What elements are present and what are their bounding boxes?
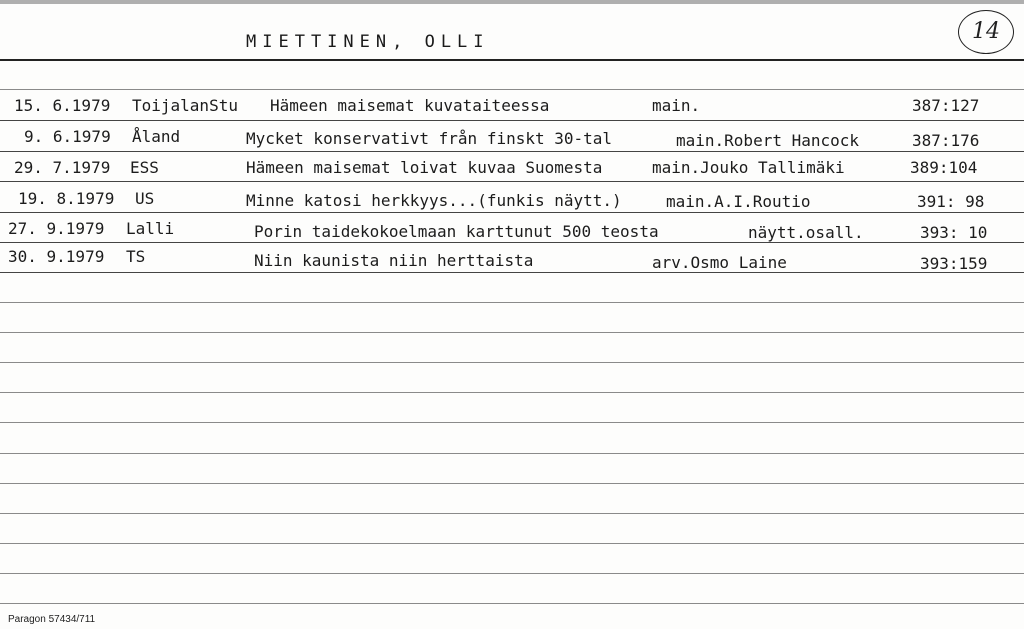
ruled-line <box>0 272 1024 273</box>
ruled-line <box>0 603 1024 604</box>
header-rule <box>0 59 1024 61</box>
ruled-line <box>0 212 1024 213</box>
card-print-footer: Paragon 57434/711 <box>8 614 96 625</box>
card-number-circled: 14 <box>958 10 1014 54</box>
ruled-line <box>0 422 1024 423</box>
ruled-line <box>0 120 1024 121</box>
entry-note: arv.Osmo Laine <box>652 253 787 272</box>
ruled-line <box>0 483 1024 484</box>
card-person-name: MIETTINEN, OLLI <box>246 32 490 52</box>
ruled-line <box>0 513 1024 514</box>
entry-title: Niin kaunista niin herttaista <box>254 251 534 270</box>
ruled-line <box>0 543 1024 544</box>
ruled-line <box>0 89 1024 90</box>
ruled-line <box>0 573 1024 574</box>
entry-source: ToijalanStu <box>132 96 238 115</box>
ruled-line <box>0 302 1024 303</box>
entry-note: main.Jouko Tallimäki <box>652 158 845 177</box>
ruled-line <box>0 242 1024 243</box>
scan-edge <box>0 0 1024 4</box>
entry-date: 9. 6.1979 <box>24 127 111 146</box>
entry-reference: 387:176 <box>912 131 980 150</box>
ruled-line <box>0 392 1024 393</box>
entry-source: ESS <box>130 158 159 177</box>
ruled-line <box>0 151 1024 152</box>
ruled-line <box>0 181 1024 182</box>
entry-date: 27. 9.1979 <box>8 219 105 238</box>
entry-reference: 391: 98 <box>917 192 985 211</box>
entry-reference: 393:159 <box>920 254 988 273</box>
entry-reference: 393: 10 <box>920 223 988 242</box>
entry-source: Lalli <box>126 219 175 238</box>
entry-title: Hämeen maisemat kuvataiteessa <box>270 96 550 115</box>
entry-note: main.A.I.Routio <box>666 192 811 211</box>
ruled-line <box>0 453 1024 454</box>
entry-note: main.Robert Hancock <box>676 131 860 150</box>
entry-title: Hämeen maisemat loivat kuvaa Suomesta <box>246 158 603 177</box>
entry-note: näytt.osall. <box>748 223 864 242</box>
entry-source: Åland <box>132 127 181 146</box>
entry-date: 15. 6.1979 <box>14 96 111 115</box>
entry-date: 19. 8.1979 <box>18 189 115 208</box>
entry-note: main. <box>652 96 701 115</box>
entry-reference: 389:104 <box>910 158 978 177</box>
entry-source: US <box>135 189 155 208</box>
entry-source: TS <box>126 247 146 266</box>
entry-title: Minne katosi herkkyys...(funkis näytt.) <box>246 191 622 210</box>
entry-title: Porin taidekokoelmaan karttunut 500 teosta <box>254 222 659 241</box>
entry-title: Mycket konservativt från finskt 30-tal <box>246 129 613 148</box>
entry-date: 29. 7.1979 <box>14 158 111 177</box>
entry-reference: 387:127 <box>912 96 980 115</box>
ruled-line <box>0 332 1024 333</box>
entry-date: 30. 9.1979 <box>8 247 105 266</box>
ruled-line <box>0 362 1024 363</box>
